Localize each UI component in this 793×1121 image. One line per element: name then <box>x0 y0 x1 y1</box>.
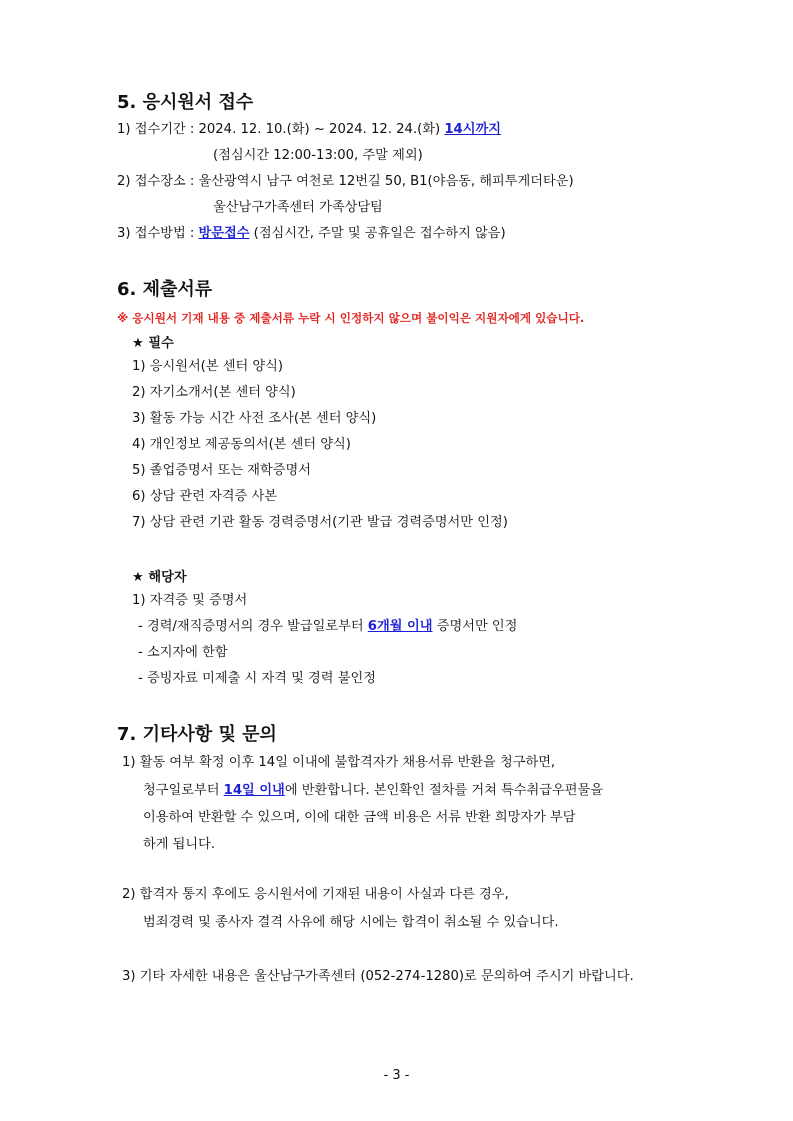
page-number: - 3 - <box>383 1068 410 1083</box>
s6-required-item: 3) 활동 가능 시간 사전 조사(본 센터 양식) <box>132 411 377 426</box>
s6-six-months-highlight: 6개월 이내 <box>367 619 433 634</box>
s7-p1-line-1: 1) 활동 여부 확정 이후 14일 이내에 불합격자가 채용서류 반환을 청구하면, <box>122 755 556 770</box>
s7-p2-line-2: 범죄경력 및 종사자 결격 사유에 해당 시에는 합격이 취소될 수 있습니다. <box>143 915 559 930</box>
s7-p3-line: 3) 기타 자세한 내용은 울산남구가족센터 (052-274-1280)로 문의하여 주시기 바랍니다. <box>122 969 634 984</box>
s6-required-item: 4) 개인정보 제공동의서(본 센터 양식) <box>132 437 351 452</box>
s7-p1-line-3: 이용하여 반환할 수 있으며, 이에 대한 금액 비용은 서류 반환 희망자가 부담 <box>143 810 576 825</box>
s6-required-item: 1) 응시원서(본 센터 양식) <box>132 359 284 374</box>
s6-optional-item <box>138 618 517 636</box>
s5-lunch-note: (점심시간 12:00-13:00, 주말 제외) <box>213 148 423 163</box>
s6-required-item: 2) 자기소개서(본 센터 양식) <box>132 385 296 400</box>
s5-method-note: (점심시간, 주말 및 공휴일은 접수하지 않음) <box>249 226 506 241</box>
s7-p1-line-2 <box>143 782 603 800</box>
s5-period-text: 1) 접수기간 : 2024. 12. 10.(화) ~ 2024. 12. 24.(화) <box>117 122 445 137</box>
s5-line-1 <box>117 121 501 139</box>
section-5-title: 5. 응시원서 접수 <box>117 92 254 113</box>
s7-p1-pre: 청구일로부터 <box>143 783 224 798</box>
s5-place-line-2: 울산남구가족센터 가족상담팀 <box>213 200 383 215</box>
s6-optional-item: - 소지자에 한함 <box>138 645 228 660</box>
s6-required-item: 6) 상담 관련 자격증 사본 <box>132 489 277 504</box>
s5-deadline-highlight: 14시까지 <box>444 122 501 137</box>
s6-required-item: 7) 상담 관련 기관 활동 경력증명서(기관 발급 경력증명서만 인정) <box>132 515 508 530</box>
section-7-title: 7. 기타사항 및 문의 <box>117 724 277 745</box>
s6-opt2-text: - 경력/재직증명서의 경우 발급일로부터 <box>138 619 368 634</box>
section-6-title: 6. 제출서류 <box>117 279 213 300</box>
s5-place-line: 2) 접수장소 : 울산광역시 남구 여천로 12번길 50, B1(야음동, 해피투게더타운) <box>117 174 574 189</box>
s7-fourteen-days-highlight: 14일 이내 <box>223 783 285 798</box>
s7-p2-line-1: 2) 합격자 통지 후에도 응시원서에 기재된 내용이 사실과 다른 경우, <box>122 887 509 902</box>
s6-optional-item: - 증빙자료 미제출 시 자격 및 경력 불인정 <box>138 671 376 686</box>
s5-method-label: 3) 접수방법 : <box>117 226 199 241</box>
s6-required-item: 5) 졸업증명서 또는 재학증명서 <box>132 463 311 478</box>
s6-warning: ※ 응시원서 기재 내용 중 제출서류 누락 시 인정하지 않으며 불이익은 지원자에게 있습니다. <box>117 311 585 325</box>
s6-opt2-tail: 증명서만 인정 <box>432 619 518 634</box>
s6-optional-item: 1) 자격증 및 증명서 <box>132 593 248 608</box>
s7-p1-line-4: 하게 됩니다. <box>143 837 216 852</box>
s5-method-highlight: 방문접수 <box>198 226 250 241</box>
s5-method-line <box>117 225 506 243</box>
s7-p1-post: 에 반환합니다. 본인확인 절차를 거쳐 특수취급우편물을 <box>284 783 603 798</box>
s6-required-title: ★ 필수 <box>132 336 174 351</box>
s6-optional-title: ★ 해당자 <box>132 570 187 585</box>
